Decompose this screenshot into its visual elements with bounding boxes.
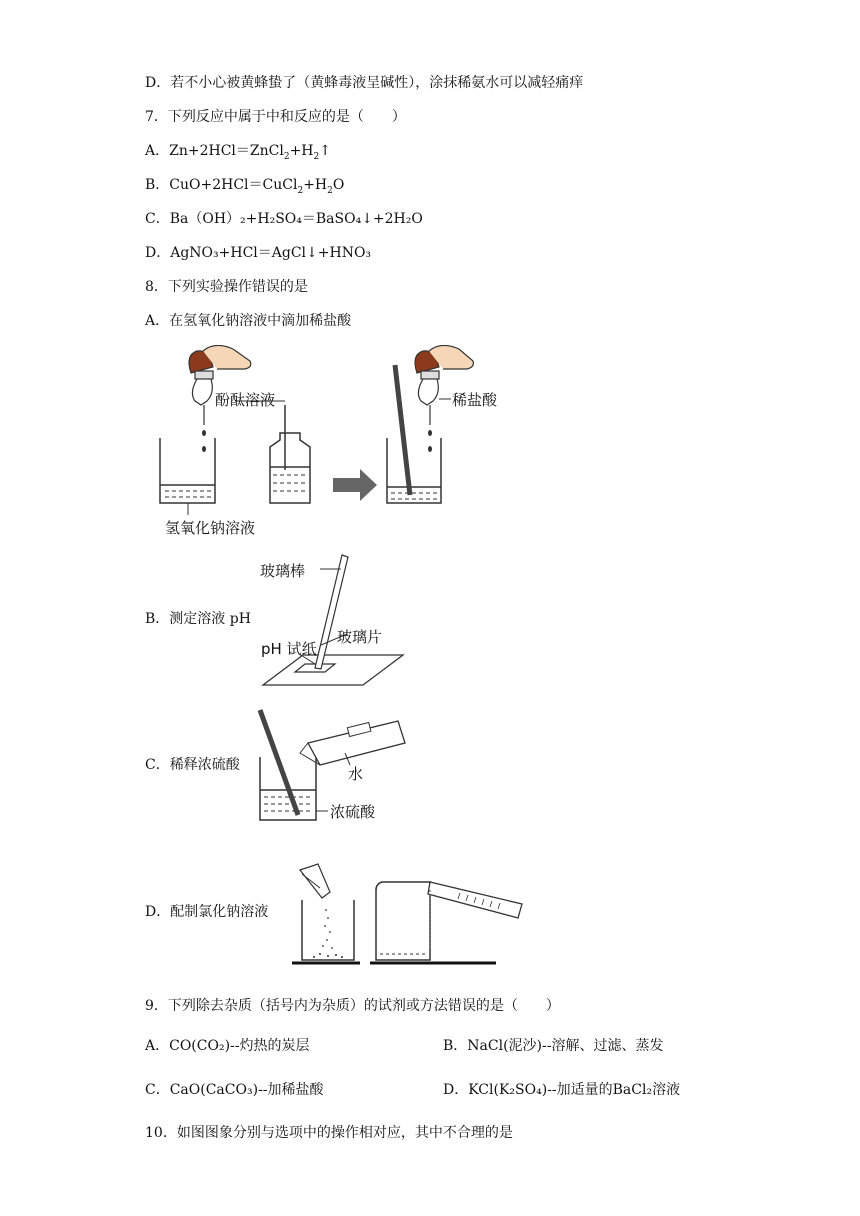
- label-glass-rod: 玻璃棒: [260, 562, 306, 580]
- label-ph-paper: pH 试纸: [261, 640, 317, 658]
- figure-b: [255, 550, 405, 690]
- figure-a-drawing: [155, 345, 535, 545]
- dropper-left: [189, 345, 251, 425]
- q9-option-c: C．CaO(CaCO₃)--加稀盐酸: [145, 1082, 324, 1098]
- q8-option-d: D．配制氯化钠溶液: [145, 904, 269, 920]
- q9-option-d: D．KCl(K₂SO₄)--加适量的BaCl₂溶液: [443, 1082, 681, 1098]
- q7-option-d: D．AgNO₃+HCl＝AgCl↓+HNO₃: [145, 245, 372, 261]
- figure-d: [290, 860, 530, 970]
- dropper-right: [415, 345, 473, 425]
- q10-stem: 10．如图图象分别与选项中的操作相对应，其中不合理的是: [145, 1125, 513, 1141]
- q7-stem: 7．下列反应中属于中和反应的是（ ）: [145, 109, 406, 125]
- q7-option-c: C．Ba（OH）₂+H₂SO₄＝BaSO₄↓+2H₂O: [145, 211, 423, 227]
- label-phenolphthalein: 酚酞溶液: [215, 391, 276, 409]
- q8-stem: 8．下列实验操作错误的是: [145, 279, 308, 295]
- beaker-left: [160, 438, 215, 503]
- paper-funnel: [300, 864, 330, 898]
- beaker-d2: [376, 882, 430, 960]
- label-naoh-solution: 氢氧化钠溶液: [165, 519, 256, 537]
- figure-a: [155, 345, 535, 545]
- figure-d-drawing: [290, 860, 530, 970]
- q6-option-d: D．若不小心被黄蜂蛰了（黄蜂毒液呈碱性），涂抹稀氨水可以减轻痛痒: [145, 75, 584, 91]
- q9-option-a: A．CO(CO₂)--灼热的炭层: [145, 1038, 310, 1054]
- q7-option-a: A．$Zn+2HCl=ZnCl_2+H_2↑$: [145, 143, 331, 162]
- beaker-d1: [302, 900, 354, 960]
- q9-option-b: B．NaCl(泥沙)--溶解、过滤、蒸发: [443, 1038, 664, 1054]
- label-glass-plate: 玻璃片: [337, 628, 383, 646]
- reagent-bottle: [270, 405, 310, 503]
- label-dilute-hcl: 稀盐酸: [452, 391, 498, 409]
- label-conc-sulfuric-acid: 浓硫酸: [330, 803, 376, 821]
- glass-rod-c: [260, 710, 298, 815]
- q7-option-b: B．$CuO+2HCl=CuCl_2+H_2O$: [145, 177, 345, 196]
- q8-option-a: A．在氢氧化钠溶液中滴加稀盐酸: [145, 313, 352, 329]
- arrow-icon: [333, 469, 377, 501]
- q8-option-c: C．稀释浓硫酸: [145, 757, 240, 773]
- glass-plate: [263, 655, 403, 685]
- label-water: 水: [348, 765, 364, 783]
- q9-stem: 9．下列除去杂质（括号内为杂质）的试剂或方法错误的是（ ）: [145, 998, 560, 1014]
- figure-c: [250, 705, 415, 830]
- q8-option-b: B．测定溶液 pH: [145, 611, 251, 627]
- glass-rod: [395, 365, 410, 495]
- glass-rod-b: [315, 555, 348, 669]
